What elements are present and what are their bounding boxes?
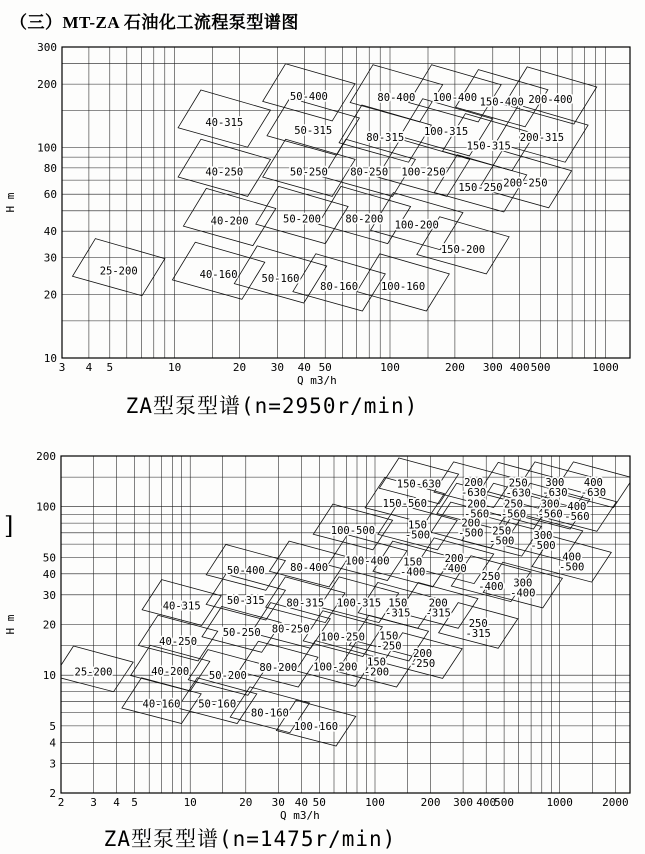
- svg-text:30: 30: [42, 588, 56, 602]
- svg-text:50: 50: [42, 551, 56, 565]
- svg-text:150-315: 150-315: [466, 140, 511, 153]
- svg-text:150-200: 150 -200: [363, 656, 390, 679]
- svg-text:Q m3/h: Q m3/h: [280, 809, 320, 822]
- svg-text:400-560: 400 -560: [564, 500, 590, 523]
- svg-text:100: 100: [37, 141, 57, 155]
- svg-text:200: 200: [37, 78, 57, 92]
- svg-text:80: 80: [43, 161, 57, 175]
- svg-text:200-315: 200 -315: [425, 597, 451, 620]
- svg-text:50-315: 50-315: [226, 594, 265, 607]
- svg-text:30: 30: [43, 251, 57, 265]
- svg-text:200-250: 200 -250: [409, 647, 436, 670]
- svg-text:1000: 1000: [546, 796, 573, 809]
- svg-text:10: 10: [183, 796, 197, 809]
- svg-text:250-315: 250 -315: [465, 617, 491, 640]
- svg-text:60: 60: [43, 188, 57, 202]
- svg-text:150-560: 150-560: [382, 498, 427, 511]
- svg-text:80-200: 80-200: [345, 213, 384, 226]
- svg-text:200: 200: [444, 361, 465, 374]
- svg-text:50: 50: [318, 361, 332, 374]
- page-title: （三）MT-ZA 石油化工流程泵型谱图: [10, 13, 299, 32]
- svg-text:40-315: 40-315: [162, 600, 201, 613]
- svg-text:2000: 2000: [602, 796, 629, 809]
- svg-text:40-250: 40-250: [205, 166, 244, 179]
- svg-text:40-250: 40-250: [159, 635, 198, 648]
- svg-text:400: 400: [476, 796, 497, 809]
- svg-text:150-250: 150 -250: [376, 630, 402, 653]
- svg-text:3: 3: [90, 796, 97, 809]
- svg-text:200-630: 200 -630: [460, 477, 487, 499]
- svg-text:100: 100: [36, 500, 56, 514]
- svg-text:80-250: 80-250: [350, 166, 389, 179]
- svg-text:80-315: 80-315: [286, 597, 325, 610]
- svg-text:4: 4: [113, 796, 120, 809]
- svg-text:80-315: 80-315: [366, 132, 405, 145]
- svg-text:40: 40: [42, 567, 56, 581]
- svg-text:30: 30: [271, 796, 285, 809]
- pump-chart-1475rpm: [0, 428, 645, 852]
- svg-text:40: 40: [294, 796, 309, 809]
- svg-text:4: 4: [49, 736, 56, 750]
- svg-text:80-200: 80-200: [259, 661, 298, 674]
- svg-text:H m: H m: [4, 614, 17, 635]
- svg-text:40-160: 40-160: [199, 269, 238, 282]
- svg-text:100-315: 100-315: [336, 597, 382, 610]
- svg-text:40: 40: [43, 225, 57, 239]
- svg-text:300-560: 300 -560: [537, 498, 563, 521]
- svg-text:ZA型泵型谱(n=2950r/min): ZA型泵型谱(n=2950r/min): [125, 394, 419, 418]
- svg-text:20: 20: [232, 361, 247, 374]
- svg-text:100-400: 100-400: [432, 91, 478, 104]
- svg-text:300-500: 300 -500: [530, 530, 556, 552]
- svg-text:200: 200: [420, 796, 441, 809]
- svg-text:80-160: 80-160: [250, 707, 289, 720]
- svg-text:10: 10: [167, 361, 182, 374]
- svg-text:50-250: 50-250: [289, 166, 328, 179]
- svg-text:100-250: 100-250: [320, 631, 365, 644]
- svg-text:500: 500: [530, 361, 551, 374]
- svg-text:50: 50: [312, 796, 326, 809]
- svg-text:100: 100: [380, 361, 400, 374]
- svg-text:150-630: 150-630: [396, 478, 442, 491]
- svg-text:100-400: 100-400: [345, 555, 390, 568]
- svg-text:3: 3: [58, 361, 66, 374]
- svg-text:400-630: 400 -630: [580, 477, 607, 499]
- svg-text:200-500: 200 -500: [458, 517, 484, 540]
- svg-text:150-200: 150-200: [440, 243, 486, 256]
- svg-text:150-315: 150 -315: [385, 597, 411, 620]
- svg-text:20: 20: [43, 288, 57, 302]
- svg-text:30: 30: [270, 361, 285, 374]
- svg-text:80-160: 80-160: [320, 280, 359, 293]
- svg-text:150-400: 150-400: [479, 96, 524, 109]
- svg-text:100-250: 100-250: [401, 166, 446, 179]
- svg-text:20: 20: [42, 618, 56, 632]
- svg-text:40-200: 40-200: [151, 666, 190, 678]
- svg-text:5: 5: [106, 361, 114, 374]
- svg-text:400: 400: [509, 361, 530, 374]
- svg-text:300: 300: [482, 361, 503, 374]
- svg-text:Q m3/h: Q m3/h: [297, 374, 337, 387]
- svg-text:100-160: 100-160: [380, 280, 426, 293]
- svg-text:100-200: 100-200: [313, 661, 358, 674]
- svg-text:50-250: 50-250: [222, 627, 261, 640]
- svg-text:10: 10: [42, 669, 56, 683]
- svg-text:50-400: 50-400: [289, 90, 328, 103]
- svg-text:200-560: 200 -560: [463, 498, 490, 521]
- svg-text:40: 40: [297, 361, 311, 374]
- svg-text:50-400: 50-400: [226, 565, 265, 578]
- svg-text:10: 10: [43, 352, 57, 365]
- svg-text:20: 20: [239, 796, 253, 809]
- svg-text:50-200: 50-200: [283, 213, 321, 226]
- svg-text:50-315: 50-315: [294, 125, 333, 137]
- svg-text:200: 200: [36, 450, 56, 463]
- svg-text:3: 3: [49, 757, 56, 771]
- svg-text:5: 5: [131, 796, 138, 809]
- svg-text:100-315: 100-315: [423, 125, 469, 138]
- svg-text:200-315: 200-315: [519, 132, 565, 145]
- svg-text:25-200: 25-200: [74, 666, 113, 679]
- svg-text:100-200: 100-200: [394, 219, 439, 232]
- svg-text:40-315: 40-315: [205, 117, 244, 130]
- scan-artifact-bracket: ]: [4, 512, 14, 540]
- svg-text:40-200: 40-200: [210, 215, 249, 228]
- svg-text:250-500: 250 -500: [489, 525, 515, 548]
- svg-text:150-400: 150 -400: [400, 556, 426, 579]
- svg-text:100-500: 100-500: [330, 524, 376, 537]
- svg-text:5: 5: [49, 719, 56, 733]
- svg-text:200-400: 200-400: [528, 93, 573, 106]
- svg-text:300-630: 300 -630: [542, 477, 568, 499]
- svg-text:80-400: 80-400: [377, 91, 416, 104]
- svg-text:80-250: 80-250: [271, 623, 310, 636]
- svg-text:ZA型泵型谱(n=1475r/min): ZA型泵型谱(n=1475r/min): [103, 827, 397, 851]
- svg-text:40-160: 40-160: [142, 698, 181, 711]
- svg-text:H m: H m: [4, 192, 17, 213]
- svg-text:250-630: 250 -630: [505, 477, 531, 500]
- svg-text:400-500: 400 -500: [559, 551, 585, 574]
- svg-text:300-400: 300 -400: [510, 577, 536, 600]
- svg-text:150-500: 150 -500: [404, 519, 431, 542]
- svg-text:80-400: 80-400: [290, 561, 329, 574]
- svg-text:500: 500: [494, 796, 515, 809]
- svg-text:250-400: 250 -400: [478, 571, 504, 593]
- svg-text:50-160: 50-160: [261, 272, 300, 285]
- svg-text:300: 300: [37, 41, 57, 54]
- svg-text:150-250: 150-250: [458, 181, 503, 194]
- svg-text:50-160: 50-160: [198, 698, 237, 711]
- svg-text:100-160: 100-160: [293, 720, 339, 733]
- svg-text:250-560: 250 -560: [500, 498, 527, 521]
- svg-text:300: 300: [453, 796, 474, 809]
- svg-text:50-200: 50-200: [208, 670, 247, 683]
- svg-text:1000: 1000: [592, 361, 619, 374]
- svg-text:2: 2: [49, 787, 56, 800]
- svg-text:200-400: 200 -400: [441, 553, 467, 575]
- svg-text:200-250: 200-250: [503, 177, 548, 190]
- svg-text:2: 2: [57, 796, 65, 809]
- svg-text:25-200: 25-200: [99, 265, 138, 278]
- pump-chart-2950rpm: [0, 32, 645, 428]
- svg-text:100: 100: [365, 796, 385, 809]
- svg-text:4: 4: [85, 361, 93, 374]
